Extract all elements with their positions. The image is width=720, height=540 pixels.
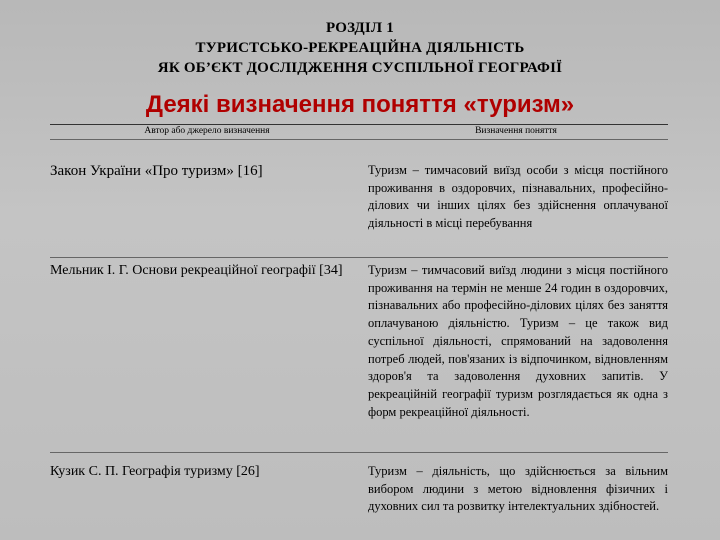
definitions-table [50, 124, 668, 516]
section-number: РОЗДІЛ 1 [326, 20, 394, 36]
table-row [50, 453, 668, 517]
row-source: Закон України «Про туризм» [16] [50, 140, 364, 258]
row-definition: Туризм – тимчасовий виїзд особи з місця постійного проживання в оздоровчих, пізнавальних, професійно-ділових чи інших цілях без здійснення оплачуваної діяльності в місці перебування [364, 140, 668, 258]
slide-subtitle: Деякі визначення поняття «туризм» [145, 91, 575, 118]
table-row [50, 258, 668, 453]
row-definition: Туризм – діяльність, що здійснюється за вільним вибором людини з метою відновлення фізичних і духовних сил та розвитку інтелектуальних здібностей. [364, 453, 668, 517]
definitions-table-container [50, 124, 668, 516]
section-title-line2: ЯК ОБ’ЄКТ ДОСЛІДЖЕННЯ СУСПІЛЬНОЇ ГЕОГРАФІЇ [157, 60, 563, 76]
column-header-source: Автор або джерело визначення [50, 125, 364, 140]
row-source: Кузик С. П. Географія туризму [26] [50, 453, 364, 517]
row-definition: Туризм – тимчасовий виїзд людини з місця постійного проживання на термін не менше 24 годин в оздоровчих, пізнавальних або професійно-ділових цілях без заняття оплачуваною діяльністю. Туризм – це також вид суспільної діяльності, спрямований на задоволення потреб людей, пов'язаних із відпочинком, відновленням здоров'я та задоволення духовних запитів. У рекреаційній географії туризм розглядається як одна з форм рекреаційної діяльності. [364, 258, 668, 453]
section-title-line1: ТУРИСТСЬКО-РЕКРЕАЦІЙНА ДІЯЛЬНІСТЬ [195, 40, 525, 56]
table-header-row [50, 125, 668, 140]
table-row [50, 140, 668, 258]
row-source: Мельник І. Г. Основи рекреаційної географії [34] [50, 258, 364, 453]
section-heading [0, 18, 720, 78]
column-header-definition: Визначення поняття [364, 125, 668, 140]
